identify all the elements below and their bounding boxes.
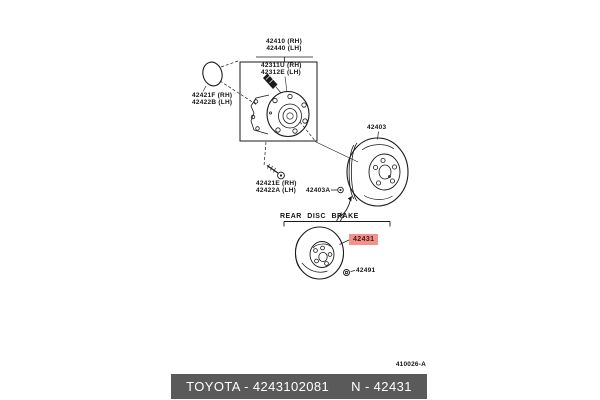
label-hub-bolt[interactable] [256,180,297,194]
label-drum-plug[interactable]: 42403A [306,186,331,194]
label-rotor-fastener[interactable]: 42491 [356,267,376,274]
label-axle-hub[interactable] [248,38,320,52]
hub-bolt-drawing [267,164,284,179]
label-brake-drum[interactable]: 42403 [367,124,387,131]
label-disc-rotor-highlighted[interactable]: 42431 [349,234,378,245]
section-bracket [284,222,390,227]
drum-plug-drawing [331,187,343,193]
label-hub-stud-lh: 42312E (LH) [261,69,301,77]
disc-rotor-drawing [295,227,349,279]
label-hub-stud[interactable] [261,62,302,76]
rotor-fastener-drawing [344,270,356,276]
label-hub-stud-rh: 42311U (RH) [261,62,302,69]
wheel-stud-drawing [263,74,287,94]
brake-drum-drawing [347,132,408,207]
hub-assembly-drawing [251,92,309,137]
label-o-ring-lh: 42422B (LH) [192,99,233,107]
label-o-ring[interactable] [192,92,232,106]
o-ring-drawing [200,60,224,88]
label-o-ring-rh: 42421F (RH) [192,92,233,99]
label-axle-hub-rh: 42410 (RH) [265,38,303,45]
label-axle-hub-lh: 42440 (LH) [266,45,302,53]
footer-bar [171,374,427,399]
footer-callout-number: N - 42431 [351,379,412,394]
section-title-rear-disc-brake: REAR DISC BRAKE [280,212,359,220]
figure-code: 410026-A [395,361,426,368]
o-ring-leader [203,86,206,92]
footer-part-number: TOYOTA - 4243102081 [186,379,330,394]
label-hub-bolt-rh: 42421E (RH) [256,180,297,187]
label-hub-bolt-lh: 42422A (LH) [256,187,297,195]
